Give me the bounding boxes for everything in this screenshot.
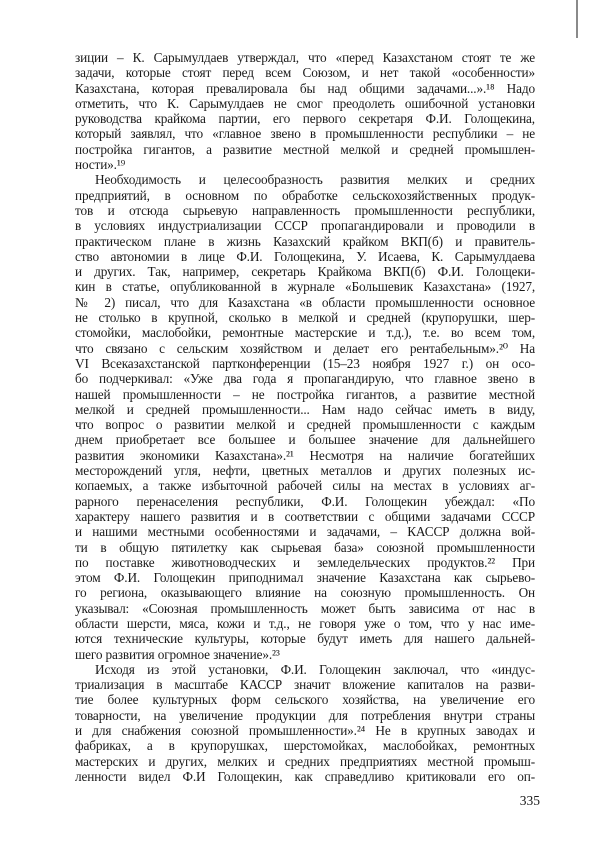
text-line: в условиях индустриализации СССР пропагандировали и проводили в bbox=[75, 218, 535, 234]
text-line: Казахстана, которая превалировала бы над общими задачами...».¹⁸ Надо bbox=[75, 80, 535, 96]
text-line: не столько в крупной, сколько в мелкой и средней (крупорушки, шер- bbox=[75, 310, 535, 326]
text-line: го региона, оказывающего влияние на союзную промышленность. Он bbox=[75, 585, 535, 601]
text-line: тие более культурных форм сельского хозяйства, на увеличение его bbox=[75, 692, 535, 708]
page-number: 335 bbox=[519, 793, 540, 808]
text-line: постройка гигантов, а развитие местной мелкой и средней промышлен- bbox=[75, 141, 535, 157]
text-line: ются технические культуры, которые будут иметь для нашего дальней- bbox=[75, 631, 535, 647]
text-line: шего развития огромное значение».²³ bbox=[75, 646, 280, 662]
text-line: указывал: «Союзная промышленность может быть зависима от нас в bbox=[75, 600, 535, 616]
text-line: кин в статье, опубликованной в журнале «Большевик Казахстана» (1927, bbox=[75, 279, 535, 295]
text-line: что вопрос о развитии мелкой и средней промышленности с каждым bbox=[75, 417, 535, 433]
text-line: месторождений угля, нефти, цветных металлов и других полезных ис- bbox=[75, 463, 535, 479]
text-line: Исходя из этой установки, Ф.И. Голощекин заключал, что «индус- bbox=[95, 661, 535, 677]
text-line: тов и отсюда сырьевую направленность промышленности республики, bbox=[75, 202, 535, 218]
text-line: триализация в масштабе КАССР значит вложение капиталов на разви- bbox=[75, 677, 535, 693]
text-line: характеру нашего развития и в соответствии с общими задачами СССР bbox=[75, 508, 535, 524]
text-line: фабриках, а в крупорушках, шерстомойках, маслобойках, ремонтных bbox=[75, 738, 535, 754]
text-line: руководства крайкома партии, его первого секретаря Ф.И. Голощекина, bbox=[75, 111, 535, 127]
text-line: и нашими местными особенностями и задачами, – КАССР должна вой- bbox=[75, 524, 535, 540]
text-line: ство автономии в лице Ф.И. Голощекина, У. Исаева, К. Сарымулдаева bbox=[75, 248, 535, 264]
body-text bbox=[75, 50, 535, 784]
text-line: области шерсти, мяса, кожи и т.д., не говоря уже о том, что у нас име- bbox=[75, 615, 535, 631]
text-line: и для снабжения союзной промышленности».²⁴ Не в крупных заводах и bbox=[75, 723, 535, 739]
text-line: днем приобретает все большее и большее значение для дальнейшего bbox=[75, 432, 535, 448]
text-line: копаемых, а также избыточной рабочей силы на местах в условиях аг- bbox=[75, 478, 535, 494]
text-line: предприятий, в основном по обработке сельскохозяйственных продук- bbox=[75, 187, 535, 203]
text-line: ности».¹⁹ bbox=[75, 157, 126, 173]
text-line: и других. Так, например, секретарь Крайкома ВКП(б) Ф.И. Голощеки- bbox=[75, 264, 535, 280]
text-line: зиции – К. Сарымулдаев утверждал, что «перед Казахстаном стоят те же bbox=[75, 50, 535, 65]
text-line: бо подчеркивал: «Уже два года я пропагандирую, что главное звено в bbox=[75, 371, 535, 387]
scan-edge-mark bbox=[576, 0, 578, 38]
text-line: товарности, на увеличение продукции для потребления внутри страны bbox=[75, 707, 535, 723]
text-line: ленности видел Ф.И Голощекин, как справедливо критиковали его оп- bbox=[75, 768, 535, 784]
text-line: по поставке животноводческих и земледельческих продуктов.²² При bbox=[75, 554, 535, 570]
text-line: мастерских и других, мелких и средних предприятиях местной промыш- bbox=[75, 753, 535, 769]
text-line: Необходимость и целесообразность развития мелких и средних bbox=[95, 172, 535, 188]
text-line: нашей промышленности – не постройка гигантов, а развитие местной bbox=[75, 386, 535, 402]
text-line: практическом плане в жизнь Казахский крайком ВКП(б) и правитель- bbox=[75, 233, 535, 249]
text-line: стомойки, маслобойки, ремонтные мастерские и т.д.), т.е. во всем том, bbox=[75, 325, 535, 341]
text-line: ти в общую пятилетку как сырьевая база» союзной промышленности bbox=[75, 539, 535, 555]
text-line: VI Всеказахстанской партконференции (15–23 ноября 1927 г.) он осо- bbox=[75, 355, 535, 371]
text-line: задачи, которые стоят перед всем Союзом, и нет такой «особенности» bbox=[75, 65, 535, 81]
text-line: развития экономики Казахстана».²¹ Несмотря на наличие богатейших bbox=[75, 447, 535, 463]
text-line: который заявлял, что «главное звено в промышленности республики – не bbox=[75, 126, 535, 142]
text-line: № 2) писал, что для Казахстана «в области промышленности основное bbox=[75, 294, 535, 310]
text-line: этом Ф.И. Голощекин приподнимал значение Казахстана как сырьево- bbox=[75, 570, 535, 586]
text-line: что связано с сельским хозяйством и делает его рентабельным».²⁰ На bbox=[75, 340, 535, 356]
text-line: мелкой и средней промышленности... Нам надо сейчас иметь в виду, bbox=[75, 401, 535, 417]
text-line: отметить, что К. Сарымулдаев не смог преодолеть ошибочной установки bbox=[75, 95, 535, 111]
text-line: рарного перенаселения республики, Ф.И. Голощекин убеждал: «По bbox=[75, 493, 535, 509]
